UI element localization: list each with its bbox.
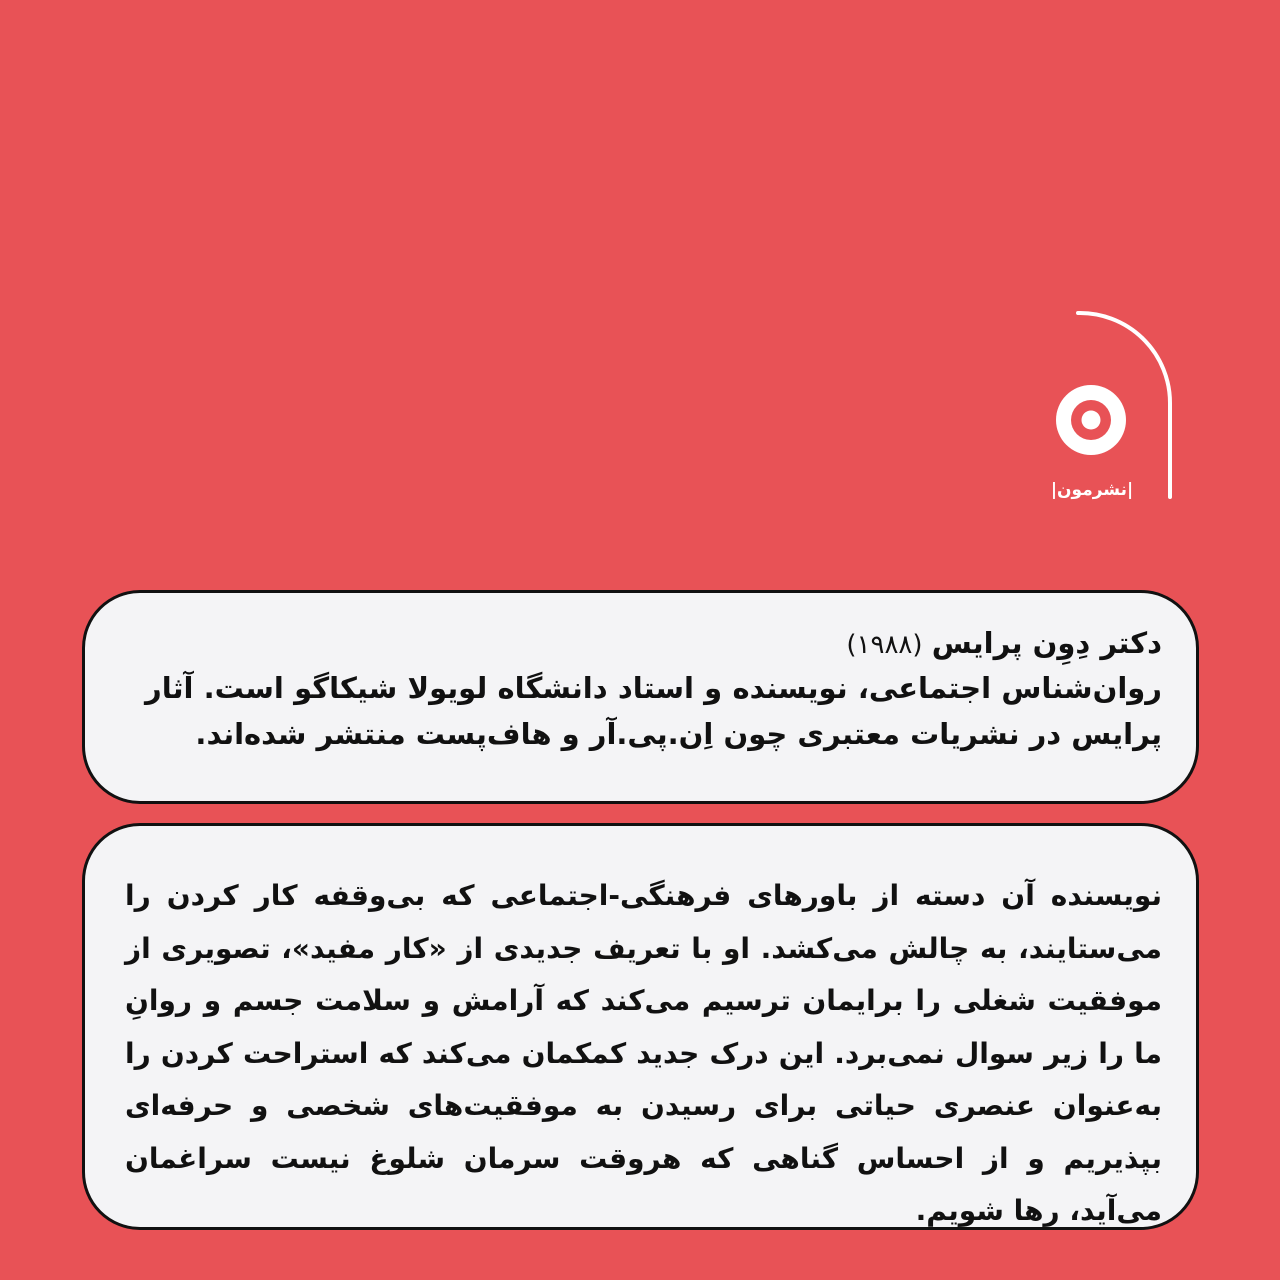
book-description-card: [82, 823, 1199, 1230]
author-birth-year: (۱۹۸۸): [846, 630, 923, 660]
book-description-text: نویسنده آن دسته از باورهای فرهنگی-اجتماعی که بی‌وقفه کار کردن را می‌ستایند، به چالش می‌کشد. او با تعریف جدیدی از «کار مفید»، تصویری از موفقیت شغلی را برایمان ترسیم می‌کند که آرامش و سلامت جسم و روانِ ما را زیر سوال نمی‌برد. این درک جدید کمکمان می‌کند که استراحت کردن را به‌عنوان عنصری حیاتی برای رسیدن به موفقیت‌های شخصی و حرفه‌ای بپذیریم و از احساس گناهی که هروقت سرمان شلوغ نیست سراغمان می‌آید، رها شویم.: [125, 879, 1162, 1227]
author-bio-text: روان‌شناس اجتماعی، نویسنده و استاد دانشگاه لویولا شیکاگو است. آثار پرایس در نشریات معتبری چون اِن.پی.آر و هاف‌پست منتشر شده‌اند.: [145, 671, 1162, 751]
publisher-logo: [1030, 305, 1180, 505]
author-heading: [145, 623, 1162, 665]
author-name: دکتر دِوِن پرایس: [931, 626, 1162, 660]
author-bio-card: [82, 590, 1199, 804]
publisher-logo-icon: [1030, 305, 1180, 505]
publisher-logo-text: |نشرمون|: [1050, 480, 1134, 500]
